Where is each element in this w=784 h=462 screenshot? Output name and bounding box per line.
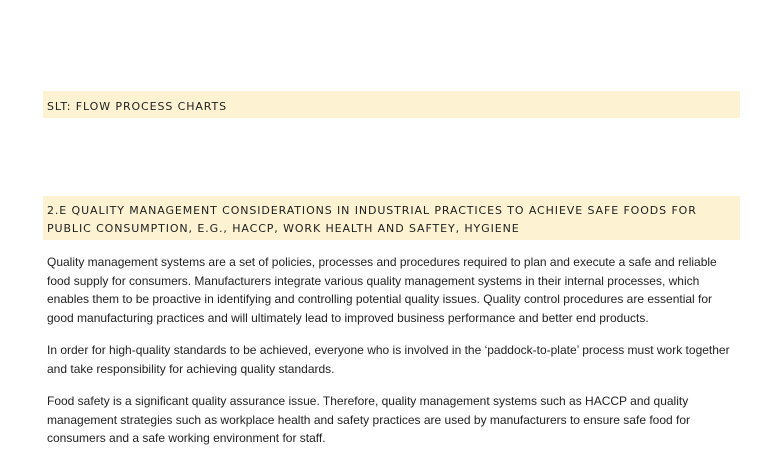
body-text <box>47 253 737 462</box>
section-heading-band <box>43 196 740 240</box>
section-heading: 2.E QUALITY MANAGEMENT CONSIDERATIONS IN INDUSTRIAL PRACTICES TO ACHIEVE SAFE FOODS FOR PUBLIC CONSUMPTION, E.G., HACCP, WORK HEALTH AND SAFTEY, HYGIENE <box>47 204 697 235</box>
slt-heading-band <box>43 91 740 118</box>
slt-heading: SLT: FLOW PROCESS CHARTS <box>47 100 228 113</box>
paragraph-paddock-to-plate: In order for high-quality standards to be achieved, everyone who is involved in the ‘paddock-to-plate’ process must work together and take responsibility for achieving quality standards. <box>47 343 730 376</box>
paragraph-quality-management-systems: Quality management systems are a set of policies, processes and procedures required to plan and execute a safe and reliable food supply for consumers. Manufacturers integrate various quality management systems in their internal processes, which enables them to be proactive in identifying and controlling potential quality issues. Quality control procedures are essential for good manufacturing practices and will ultimately lead to improved business performance and better end products. <box>47 255 717 325</box>
paragraph-food-safety: Food safety is a significant quality assurance issue. Therefore, quality management systems such as HACCP and quality management strategies such as workplace health and safety practices are used by manufacturers to ensure safe food for consumers and a safe working environment for staff. <box>47 394 691 445</box>
